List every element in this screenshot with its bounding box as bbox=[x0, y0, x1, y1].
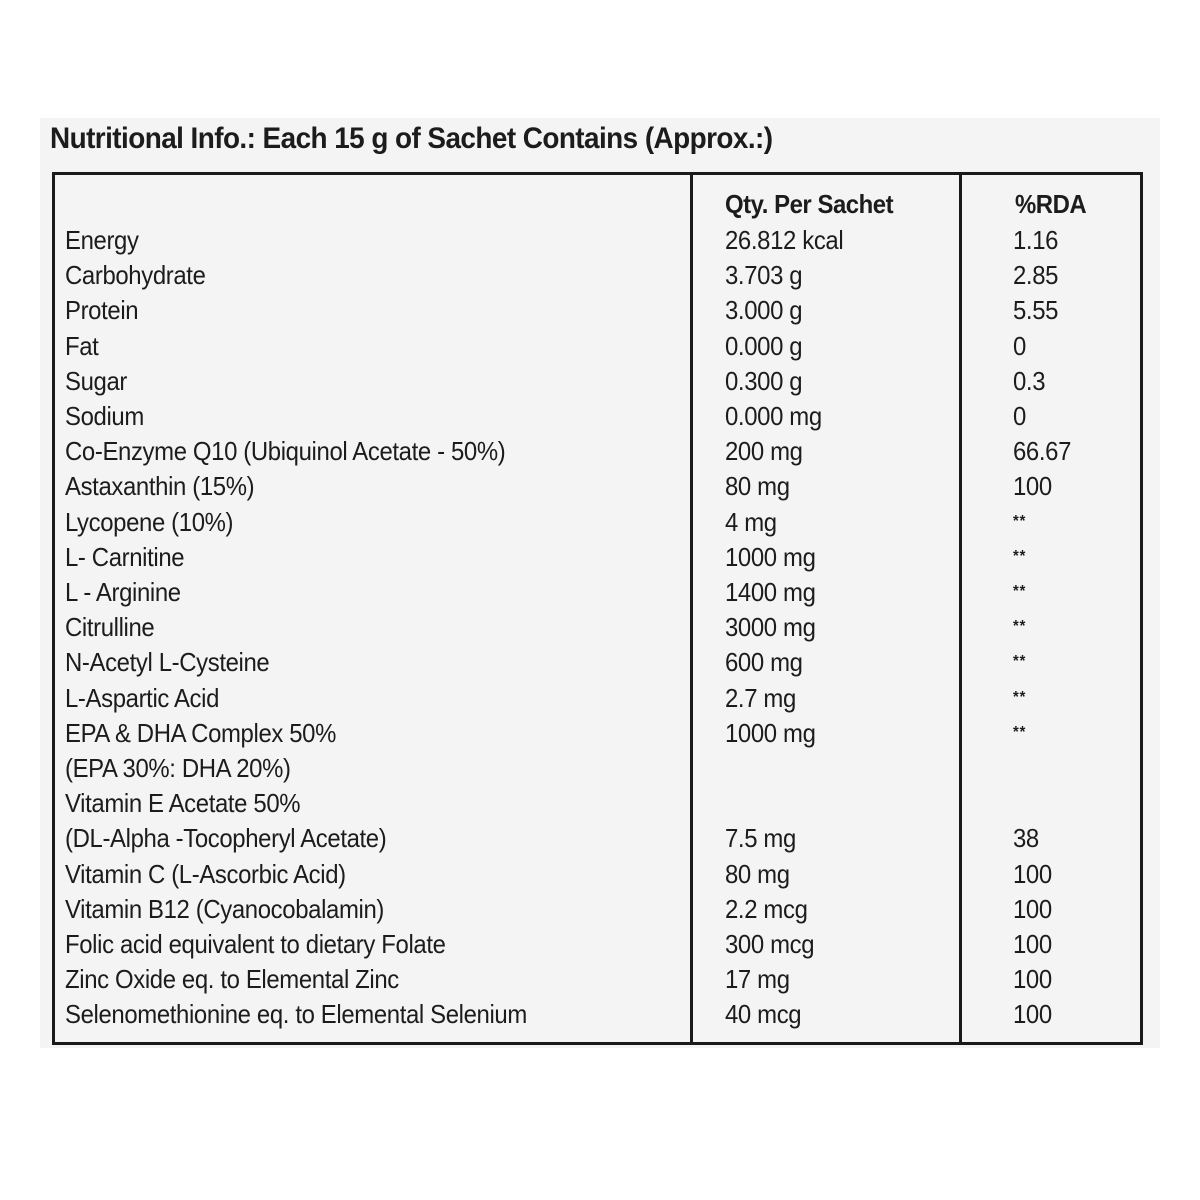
nutrient-name: (EPA 30%: DHA 20%) bbox=[65, 753, 291, 783]
rda-value: ** bbox=[1013, 547, 1027, 565]
table-row bbox=[55, 823, 1140, 858]
nutrient-name: Energy bbox=[65, 225, 139, 255]
table-row bbox=[55, 260, 1140, 295]
table-row bbox=[55, 331, 1140, 366]
quantity-value: 600 mg bbox=[725, 647, 803, 678]
table-row bbox=[55, 436, 1140, 471]
rda-value: 1.16 bbox=[1013, 225, 1059, 255]
rda-value: 66.67 bbox=[1013, 436, 1072, 467]
table-row bbox=[55, 507, 1140, 542]
quantity-value: 3.000 g bbox=[725, 295, 803, 326]
nutrient-name: Zinc Oxide eq. to Elemental Zinc bbox=[65, 964, 399, 995]
quantity-value: 2.7 mg bbox=[725, 682, 796, 713]
rda-column-header: %RDA bbox=[1015, 189, 1087, 219]
nutrient-name: Fat bbox=[65, 330, 99, 361]
nutrient-name: Carbohydrate bbox=[65, 260, 206, 291]
rda-value: 100 bbox=[1013, 929, 1052, 959]
rda-value: ** bbox=[1013, 653, 1027, 671]
rda-value: ** bbox=[1013, 618, 1027, 636]
quantity-value: 7.5 mg bbox=[725, 823, 796, 854]
quantity-value: 0.300 g bbox=[725, 365, 803, 396]
rda-value: 100 bbox=[1013, 964, 1052, 995]
table-row bbox=[55, 542, 1140, 577]
nutrient-name: (DL-Alpha -Tocopheryl Acetate) bbox=[65, 823, 387, 854]
quantity-value: 3000 mg bbox=[725, 612, 816, 643]
table-row bbox=[55, 647, 1140, 682]
nutrient-name: N-Acetyl L-Cysteine bbox=[65, 647, 270, 678]
nutrient-name: Sugar bbox=[65, 365, 127, 396]
rda-value: 100 bbox=[1013, 893, 1052, 924]
table-row bbox=[55, 471, 1140, 506]
qty-column-header: Qty. Per Sachet bbox=[725, 189, 894, 219]
rda-value: 5.55 bbox=[1013, 295, 1059, 326]
quantity-value: 1000 mg bbox=[725, 541, 816, 572]
table-row bbox=[55, 295, 1140, 330]
rda-value: 0 bbox=[1013, 330, 1026, 361]
nutrient-name: Astaxanthin (15%) bbox=[65, 471, 255, 502]
quantity-value: 3.703 g bbox=[725, 260, 803, 291]
nutrient-name: Folic acid equivalent to dietary Folate bbox=[65, 929, 446, 959]
quantity-value: 200 mg bbox=[725, 436, 803, 467]
table-row bbox=[55, 999, 1140, 1034]
nutrition-table bbox=[52, 172, 1143, 1045]
nutrient-name: Lycopene (10%) bbox=[65, 506, 234, 537]
quantity-value: 0.000 mg bbox=[725, 401, 822, 431]
table-row bbox=[55, 225, 1140, 260]
nutrient-name: Vitamin B12 (Cyanocobalamin) bbox=[65, 893, 384, 924]
nutrient-name: Protein bbox=[65, 295, 139, 326]
table-row bbox=[55, 718, 1140, 753]
nutrient-name: L - Arginine bbox=[65, 577, 181, 607]
nutrient-name: EPA & DHA Complex 50% bbox=[65, 717, 337, 748]
nutrient-name: Vitamin E Acetate 50% bbox=[65, 788, 301, 819]
rda-value: 2.85 bbox=[1013, 260, 1059, 291]
rda-value: 100 bbox=[1013, 858, 1052, 889]
quantity-value: 300 mcg bbox=[725, 929, 815, 959]
table-row bbox=[55, 612, 1140, 647]
rda-value: 0.3 bbox=[1013, 365, 1046, 396]
table-row bbox=[55, 366, 1140, 401]
quantity-value: 4 mg bbox=[725, 506, 777, 537]
quantity-value: 0.000 g bbox=[725, 330, 803, 361]
nutrient-name: L-Aspartic Acid bbox=[65, 682, 220, 713]
table-row bbox=[55, 683, 1140, 718]
rda-value: ** bbox=[1013, 512, 1027, 530]
page-title: Nutritional Info.: Each 15 g of Sachet Contains (Approx.:) bbox=[50, 122, 773, 155]
table-row bbox=[55, 401, 1140, 436]
rda-value: 100 bbox=[1013, 999, 1052, 1030]
table-row bbox=[55, 964, 1140, 999]
quantity-value: 2.2 mcg bbox=[725, 893, 808, 924]
nutrient-name: Citrulline bbox=[65, 612, 155, 643]
nutrient-name: Selenomethionine eq. to Elemental Selenium bbox=[65, 999, 527, 1030]
quantity-value: 1000 mg bbox=[725, 717, 816, 748]
nutrient-name: Vitamin C (L-Ascorbic Acid) bbox=[65, 858, 346, 889]
nutrient-name: Co-Enzyme Q10 (Ubiquinol Acetate - 50%) bbox=[65, 436, 506, 467]
rda-value: ** bbox=[1013, 583, 1027, 600]
quantity-value: 1400 mg bbox=[725, 577, 816, 607]
quantity-value: 80 mg bbox=[725, 858, 790, 889]
nutrient-name: L- Carnitine bbox=[65, 541, 185, 572]
rda-value: ** bbox=[1013, 688, 1027, 706]
table-row bbox=[55, 894, 1140, 929]
table-row bbox=[55, 929, 1140, 964]
nutrient-name: Sodium bbox=[65, 401, 144, 431]
quantity-value: 26.812 kcal bbox=[725, 225, 844, 255]
quantity-value: 40 mcg bbox=[725, 999, 802, 1030]
table-row bbox=[55, 753, 1140, 788]
table-row bbox=[55, 788, 1140, 823]
table-row bbox=[55, 859, 1140, 894]
quantity-value: 17 mg bbox=[725, 964, 790, 995]
rda-value: ** bbox=[1013, 723, 1027, 741]
rda-value: 38 bbox=[1013, 823, 1039, 854]
quantity-value: 80 mg bbox=[725, 471, 790, 502]
rda-value: 100 bbox=[1013, 471, 1052, 502]
table-row bbox=[55, 577, 1140, 612]
rda-value: 0 bbox=[1013, 401, 1026, 431]
